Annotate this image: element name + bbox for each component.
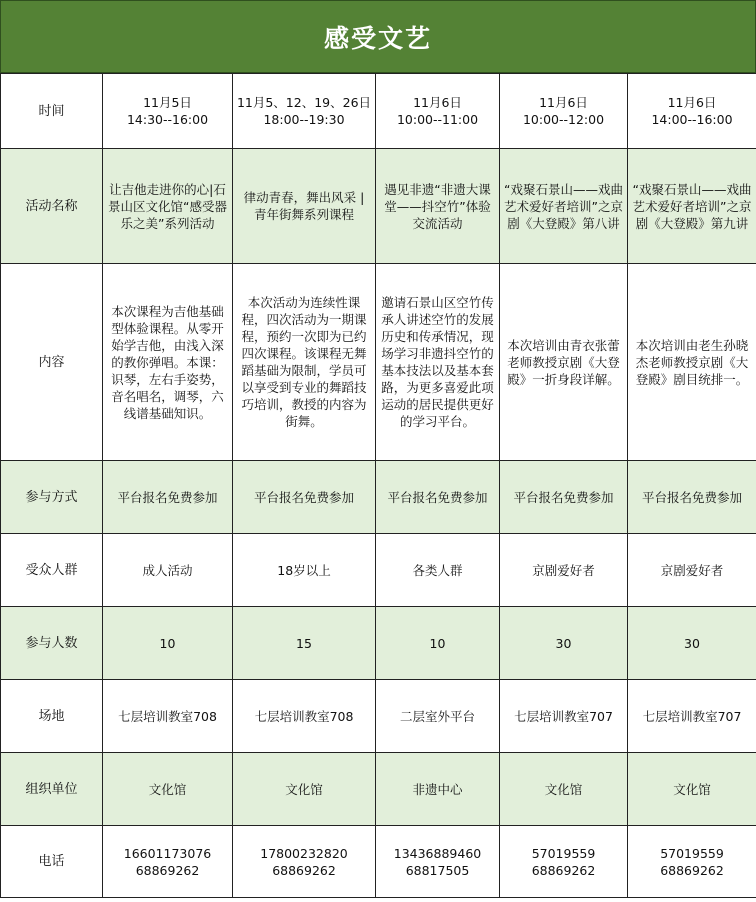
- phone-secondary: 68817505: [405, 862, 470, 878]
- content-cell: 本次活动为连续性课程，四次活动为一期课程，预约一次即为已约四次课程。该课程无舞蹈基础为限制，学员可以享受到专业的舞蹈技巧培训，教授的内容为街舞。: [233, 264, 376, 461]
- time-cell: [628, 74, 756, 149]
- audience-cell: 成人活动: [103, 534, 233, 607]
- row-label-name: 活动名称: [1, 149, 103, 264]
- time-text: 14:30--16:00: [126, 112, 209, 127]
- org-cell: 文化馆: [103, 753, 233, 826]
- method-cell: 平台报名免费参加: [103, 461, 233, 534]
- row-name: [1, 149, 756, 264]
- audience-cell: 京剧爱好者: [628, 534, 756, 607]
- phone-primary: 13436889460: [393, 845, 482, 861]
- org-cell: 文化馆: [628, 753, 756, 826]
- content-cell: 本次培训由青衣张蕾老师教授京剧《大登殿》一折身段详解。: [500, 264, 628, 461]
- method-cell: 平台报名免费参加: [500, 461, 628, 534]
- phone-cell: [233, 826, 376, 898]
- activity-name-cell: 让吉他走进你的心|石景山区文化馆“感受器乐之美”系列活动: [103, 149, 233, 264]
- time-cell: [500, 74, 628, 149]
- method-cell: 平台报名免费参加: [376, 461, 500, 534]
- row-content: [1, 264, 756, 461]
- time-text: 18:00--19:30: [263, 112, 345, 127]
- org-cell: 文化馆: [233, 753, 376, 826]
- phone-cell: [376, 826, 500, 898]
- date-text: 11月6日: [413, 95, 462, 110]
- row-label-org: 组织单位: [1, 753, 103, 826]
- audience-cell: 京剧爱好者: [500, 534, 628, 607]
- date-text: 11月6日: [539, 95, 588, 110]
- time-text: 10:00--12:00: [522, 112, 605, 127]
- content-cell: 邀请石景山区空竹传承人讲述空竹的发展历史和传承情况，现场学习非遗抖空竹的基本技法以及基本套路，为更多喜爱此项运动的居民提供更好的学习平台。: [376, 264, 500, 461]
- row-time: [1, 74, 756, 149]
- time-cell: [103, 74, 233, 149]
- method-cell: 平台报名免费参加: [628, 461, 756, 534]
- phone-cell: [628, 826, 756, 898]
- row-label-count: 参与人数: [1, 607, 103, 680]
- org-cell: 非遗中心: [376, 753, 500, 826]
- org-cell: 文化馆: [500, 753, 628, 826]
- count-cell: 30: [628, 607, 756, 680]
- phone-secondary: 68869262: [272, 862, 336, 878]
- row-audience: [1, 534, 756, 607]
- venue-cell: 七层培训教室708: [233, 680, 376, 753]
- phone-primary: 17800232820: [260, 845, 348, 861]
- venue-cell: 七层培训教室707: [628, 680, 756, 753]
- audience-cell: 18岁以上: [233, 534, 376, 607]
- date-text: 11月5日: [143, 95, 192, 110]
- row-method: [1, 461, 756, 534]
- time-cell: [376, 74, 500, 149]
- venue-cell: 二层室外平台: [376, 680, 500, 753]
- time-text: 14:00--16:00: [651, 112, 733, 127]
- phone-primary: 16601173076: [123, 845, 212, 861]
- activity-schedule-table: [0, 73, 756, 898]
- row-org: [1, 753, 756, 826]
- phone-cell: [103, 826, 233, 898]
- row-venue: [1, 680, 756, 753]
- time-cell: [233, 74, 376, 149]
- method-cell: 平台报名免费参加: [233, 461, 376, 534]
- audience-cell: 各类人群: [376, 534, 500, 607]
- count-cell: 15: [233, 607, 376, 680]
- content-cell: 本次课程为吉他基础型体验课程。从零开始学吉他，由浅入深的教你弹唱。本课：识琴，左右手姿势，音名唱名，调琴，六线谱基础知识。: [103, 264, 233, 461]
- row-label-content: 内容: [1, 264, 103, 461]
- phone-secondary: 68869262: [531, 862, 596, 878]
- phone-secondary: 68869262: [135, 862, 200, 878]
- date-text: 11月5、12、19、26日: [236, 95, 372, 110]
- row-count: [1, 607, 756, 680]
- row-label-method: 参与方式: [1, 461, 103, 534]
- date-text: 11月6日: [667, 95, 717, 110]
- row-label-venue: 场地: [1, 680, 103, 753]
- row-label-phone: 电话: [1, 826, 103, 898]
- page-title: 感受文艺: [0, 0, 756, 73]
- venue-cell: 七层培训教室708: [103, 680, 233, 753]
- activity-name-cell: “戏聚石景山——戏曲艺术爱好者培训”之京剧《大登殿》第八讲: [500, 149, 628, 264]
- activity-name-cell: 律动青春，舞出风采 | 青年街舞系列课程: [233, 149, 376, 264]
- row-phone: [1, 826, 756, 898]
- phone-primary: 57019559: [660, 845, 724, 861]
- count-cell: 30: [500, 607, 628, 680]
- activity-name-cell: 遇见非遗“非遗大课堂——抖空竹”体验交流活动: [376, 149, 500, 264]
- phone-cell: [500, 826, 628, 898]
- row-label-audience: 受众人群: [1, 534, 103, 607]
- row-label-time: 时间: [1, 74, 103, 149]
- time-text: 10:00--11:00: [396, 112, 479, 127]
- content-cell: 本次培训由老生孙晓杰老师教授京剧《大登殿》剧目统排一。: [628, 264, 756, 461]
- count-cell: 10: [376, 607, 500, 680]
- phone-secondary: 68869262: [660, 862, 724, 878]
- activity-name-cell: “戏聚石景山——戏曲艺术爱好者培训”之京剧《大登殿》第九讲: [628, 149, 756, 264]
- count-cell: 10: [103, 607, 233, 680]
- venue-cell: 七层培训教室707: [500, 680, 628, 753]
- phone-primary: 57019559: [531, 845, 596, 861]
